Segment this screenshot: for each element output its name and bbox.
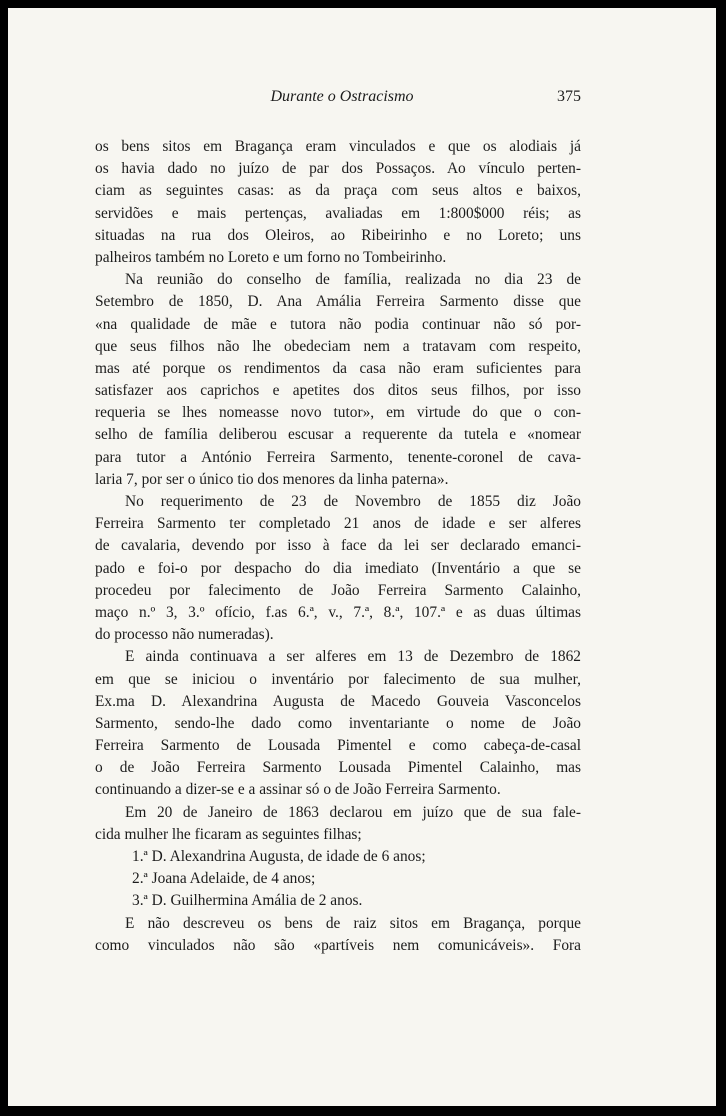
text-line: 1.ª D. Alexandrina Augusta, de idade de 6 anos;: [132, 848, 426, 865]
text-line: como vinculados não são «partíveis nem comunicáveis». Fora: [95, 936, 581, 954]
text-line: para tutor a António Ferreira Sarmento, tenente-coronel de cava-: [95, 448, 581, 466]
text-line: Ferreira Sarmento de Lousada Pimentel e como cabeça-de-casal: [95, 737, 581, 755]
text-line: 2.ª Joana Adelaide, de 4 anos;: [132, 870, 316, 888]
text-line: o de João Ferreira Sarmento Lousada Pimentel Calainho, mas: [95, 759, 581, 777]
text-line: Em 20 de Janeiro de 1863 declarou em juízo que de sua fale-: [125, 803, 581, 821]
text-line: Na reunião do conselho de família, realizada no dia 23 de: [125, 271, 581, 289]
text-line: E ainda continuava a ser alferes em 13 de Dezembro de 1862: [125, 648, 581, 666]
text-line: palheiros também no Loreto e um forno no Tombeirinho.: [95, 248, 447, 266]
running-title: Durante o Ostracismo: [270, 88, 414, 105]
text-line: em que se iniciou o inventário por falecimento de sua mulher,: [95, 670, 581, 688]
text-line: mas até porque os rendimentos da casa não eram suficientes para: [95, 359, 581, 377]
text-line: pado e foi-o por despacho do dia imediato (Inventário a que se: [95, 559, 581, 577]
text-line: «na qualidade de mãe e tutora não podia continuar não só por-: [95, 315, 581, 333]
text-line: cida mulher lhe ficaram as seguintes filhas;: [95, 825, 362, 843]
book-page: [8, 8, 716, 1106]
text-line: satisfazer aos caprichos e apetites dos ditos seus filhos, por isso: [95, 382, 581, 400]
text-line: ciam as seguintes casas: as da praça com seus altos e baixos,: [95, 182, 581, 200]
text-line: situadas na rua dos Oleiros, ao Ribeirinho e no Loreto; uns: [95, 226, 581, 244]
text-line: Ex.ma D. Alexandrina Augusta de Macedo Gouveia Vasconcelos: [95, 692, 581, 710]
text-line: que seus filhos não lhe obedeciam nem a tratavam com respeito,: [95, 337, 581, 355]
text-line: os bens sitos em Bragança eram vinculados e que os alodiais já: [95, 138, 581, 155]
text-line: No requerimento de 23 de Novembro de 1855 diz João: [125, 493, 581, 510]
text-line: selho de família deliberou escusar a requerente da tutela e «nomear: [95, 426, 581, 444]
text-line: 3.ª D. Guilhermina Amália de 2 anos.: [132, 892, 363, 910]
page-header: [103, 88, 581, 112]
text-line: laria 7, por ser o único tio dos menores da linha paterna».: [95, 470, 449, 488]
text-line: maço n.º 3, 3.º ofício, f.as 6.ª, v., 7.ª, 8.ª, 107.ª e as duas últimas: [95, 603, 581, 621]
text-line: E não descreveu os bens de raiz sitos em Bragança, porque: [125, 914, 581, 932]
text-line: Setembro de 1850, D. Ana Amália Ferreira Sarmento disse que: [95, 293, 581, 311]
text-line: servidões e mais pertenças, avaliadas em 1:800$000 réis; as: [95, 204, 581, 222]
text-line: Sarmento, sendo-lhe dado como inventariante o nome de João: [95, 714, 581, 732]
text-line: requeria se lhes nomeasse novo tutor», em virtude do que o con-: [95, 404, 581, 422]
text-line: procedeu por falecimento de João Ferreira Sarmento Calainho,: [95, 581, 581, 599]
text-line: do processo não numeradas).: [95, 626, 274, 644]
text-line: continuando a dizer-se e a assinar só o de João Ferreira Sarmento.: [95, 781, 501, 799]
page-number: 375: [557, 88, 581, 105]
text-line: os havia dado no juízo de par dos Possaços. Ao vínculo perten-: [95, 160, 581, 178]
body-text: [95, 136, 581, 957]
text-line: de cavalaria, devendo por isso à face da lei ser declarado emanci-: [95, 537, 581, 555]
text-line: Ferreira Sarmento ter completado 21 anos de idade e ser alferes: [95, 515, 581, 533]
